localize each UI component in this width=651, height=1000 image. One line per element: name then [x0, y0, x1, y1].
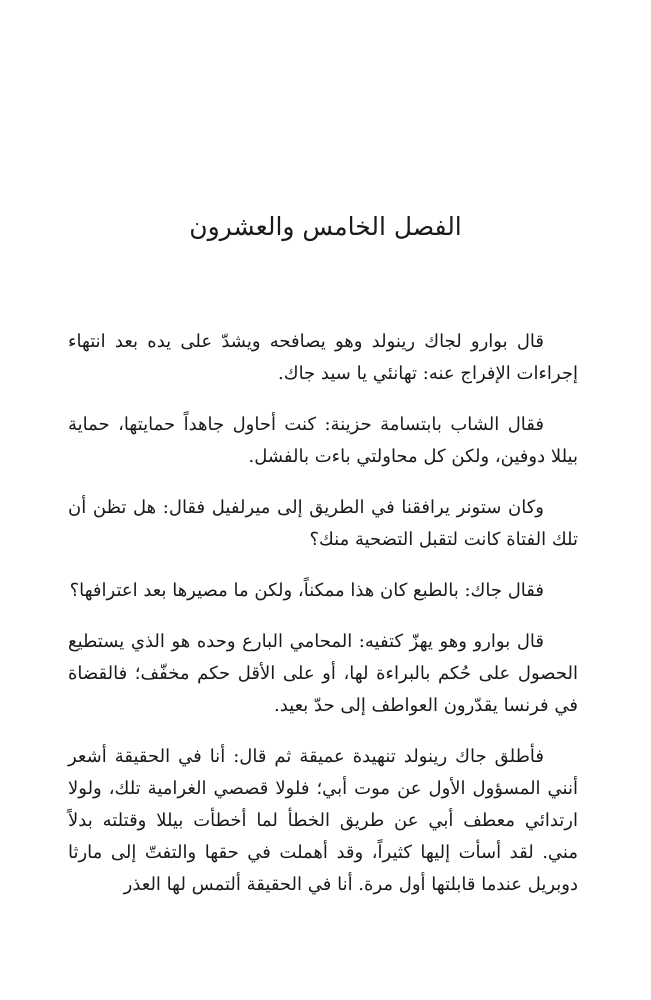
chapter-title: الفصل الخامس والعشرون: [189, 212, 462, 241]
paragraph: قال بوارو وهو يهزّ كتفيه: المحامي البارع وحده هو الذي يستطيع الحصول على حُكم بالبراءة لها، أو على الأقل حكم مخفّف؛ فالقضاة في فرنسا يقدّرون العواطف إلى حدّ بعيد.: [68, 631, 578, 716]
paragraph: فأطلق جاك رينولد تنهيدة عميقة ثم قال: أنا في الحقيقة أشعر أنني المسؤول الأول عن موت أبي؛ فلولا قصصي الغرامية تلك، ولولا ارتدائي معطف أبي عن طريق الخطأ لما أخطأت بيللا وقتلته بدلاً مني. لقد أسأت إليها كثيراً، وقد أهملت في حقها والتفتّ إلى مارثا دوبريل عندما قابلتها أول مرة. أنا في الحقيقة ألتمس لها العذر: [68, 746, 578, 895]
paragraph: فقال الشاب بابتسامة حزينة: كنت أحاول جاهداً حمايتها، حماية بيللا دوفين، ولكن كل محاولتي باءت بالفشل.: [68, 414, 578, 467]
paragraph: وكان ستونر يرافقنا في الطريق إلى ميرلفيل فقال: هل تظن أن تلك الفتاة كانت لتقبل التضحية منك؟: [68, 497, 578, 550]
paragraph: فقال جاك: بالطبع كان هذا ممكناً، ولكن ما مصيرها بعد اعترافها؟: [69, 580, 544, 601]
chapter-body: [68, 326, 578, 920]
paragraph: قال بوارو لجاك رينولد وهو يصافحه ويشدّ على يده بعد انتهاء إجراءات الإفراج عنه: تهانئي يا سيد جاك.: [68, 331, 578, 384]
